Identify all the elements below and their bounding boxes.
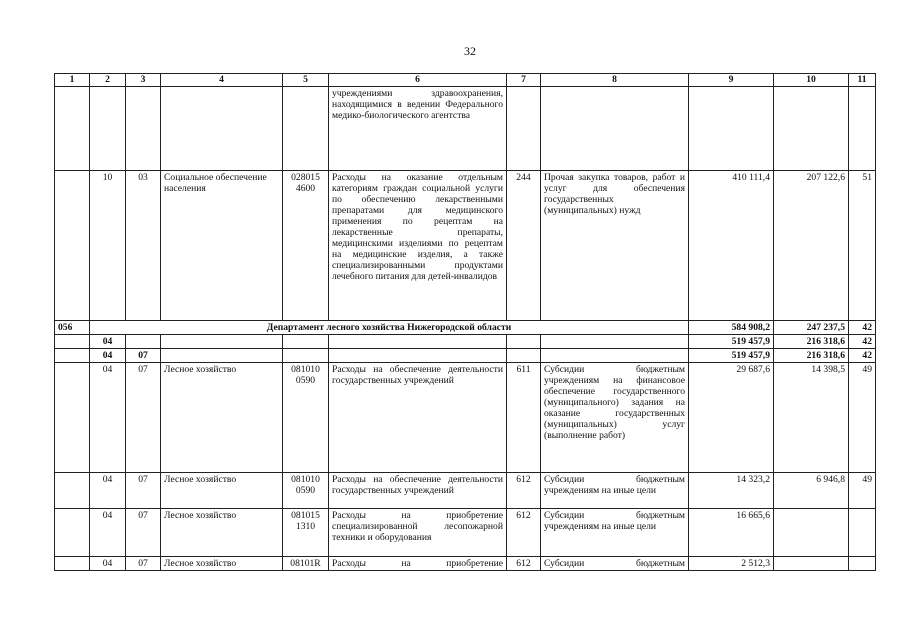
amount-plan: 410 111,4: [689, 171, 774, 321]
expense-type-code: 612: [507, 473, 541, 509]
table-cell: [55, 363, 90, 473]
table-cell: [55, 171, 90, 321]
subsection-name: Лесное хозяйство: [161, 557, 283, 571]
expense-description: Расходы на обеспечение деятельности государственных учреждений: [329, 363, 507, 473]
table-cell: [55, 509, 90, 557]
subsection-name: Лесное хозяйство: [161, 473, 283, 509]
column-header: 6: [329, 74, 507, 87]
target-code: 081010 0590: [283, 473, 329, 509]
table-cell: [507, 335, 541, 349]
column-header: 11: [849, 74, 876, 87]
table-cell: [55, 473, 90, 509]
department-name: Департамент лесного хозяйства Нижегородской области: [90, 321, 689, 335]
table-cell: [541, 335, 689, 349]
amount-plan: 519 457,9: [689, 349, 774, 363]
table-cell: [283, 87, 329, 171]
table-row: [55, 509, 876, 557]
amount-actual: 247 237,5: [774, 321, 849, 335]
expense-type-name: Субсидии бюджетным учреждениям на финансовое обеспечение государственного (муниципального) задания на оказание государственных (муниципальных) услуг (выполнение работ): [541, 363, 689, 473]
column-header: 2: [90, 74, 126, 87]
table-cell: [541, 87, 689, 171]
table-row: [55, 557, 876, 571]
table-cell: [55, 335, 90, 349]
percent-execution: [849, 509, 876, 557]
table-row: [55, 335, 876, 349]
expense-description: Расходы на приобретение специализированной лесопожарной техники и оборудования: [329, 509, 507, 557]
amount-actual: 216 318,6: [774, 335, 849, 349]
percent-execution: 42: [849, 321, 876, 335]
expense-type-name: Субсидии бюджетным учреждениям на иные цели: [541, 473, 689, 509]
column-header: 4: [161, 74, 283, 87]
percent-execution: 49: [849, 363, 876, 473]
amount-plan: 16 665,6: [689, 509, 774, 557]
department-code: 056: [55, 321, 90, 335]
table-row: [55, 473, 876, 509]
table-cell: [329, 349, 507, 363]
section-code: 04: [90, 335, 126, 349]
table-row: [55, 321, 876, 335]
table-cell: [849, 87, 876, 171]
section-code: 04: [90, 363, 126, 473]
section-code: 04: [90, 473, 126, 509]
expense-description: Расходы на оказание отдельным категориям граждан социальной услуги по обеспечению лекарственными препаратами для медицинского применения по рецептам на лекарственные препараты, медицинскими изделиями по рецептам на медицинские изделия, а также специализированными продуктами лечебного питания для детей-инвалидов: [329, 171, 507, 321]
amount-actual: 14 398,5: [774, 363, 849, 473]
table-cell: [507, 87, 541, 171]
percent-execution: 42: [849, 349, 876, 363]
table-cell: [55, 557, 90, 571]
expense-description: учреждениями здравоохранения, находящимися в ведении Федерального медико-биологического агентства: [329, 87, 507, 171]
table-cell: [90, 87, 126, 171]
table-row: [55, 363, 876, 473]
table-cell: [126, 335, 161, 349]
amount-plan: 584 908,2: [689, 321, 774, 335]
amount-actual: [774, 557, 849, 571]
target-code: 081010 0590: [283, 363, 329, 473]
subsection-code: 03: [126, 171, 161, 321]
table-row: [55, 349, 876, 363]
percent-execution: 49: [849, 473, 876, 509]
target-code: 081015 1310: [283, 509, 329, 557]
subsection-code: 07: [126, 363, 161, 473]
subsection-name: Лесное хозяйство: [161, 509, 283, 557]
table-cell: [689, 87, 774, 171]
amount-plan: 29 687,6: [689, 363, 774, 473]
budget-table: [54, 73, 876, 571]
expense-type-name: Субсидии бюджетным учреждениям на иные цели: [541, 509, 689, 557]
table-header-row: [55, 74, 876, 87]
table-cell: [161, 349, 283, 363]
expense-type-code: 611: [507, 363, 541, 473]
amount-actual: 216 318,6: [774, 349, 849, 363]
percent-execution: [849, 557, 876, 571]
table-cell: [541, 349, 689, 363]
column-header: 7: [507, 74, 541, 87]
section-code: 04: [90, 557, 126, 571]
amount-actual: 207 122,6: [774, 171, 849, 321]
expense-type-code: 612: [507, 557, 541, 571]
column-header: 9: [689, 74, 774, 87]
table-cell: [126, 87, 161, 171]
column-header: 5: [283, 74, 329, 87]
amount-plan: 2 512,3: [689, 557, 774, 571]
percent-execution: 51: [849, 171, 876, 321]
amount-plan: 14 323,2: [689, 473, 774, 509]
section-code: 04: [90, 349, 126, 363]
column-header: 8: [541, 74, 689, 87]
expense-type-name: Субсидии бюджетным: [541, 557, 689, 571]
table-row: [55, 171, 876, 321]
subsection-code: 07: [126, 509, 161, 557]
table-cell: [161, 335, 283, 349]
table-cell: [161, 87, 283, 171]
percent-execution: 42: [849, 335, 876, 349]
column-header: 3: [126, 74, 161, 87]
section-code: 10: [90, 171, 126, 321]
subsection-name: Лесное хозяйство: [161, 363, 283, 473]
subsection-code: 07: [126, 349, 161, 363]
target-code: 028015 4600: [283, 171, 329, 321]
target-code: 08101R: [283, 557, 329, 571]
subsection-code: 07: [126, 473, 161, 509]
table-cell: [55, 349, 90, 363]
expense-type-name: Прочая закупка товаров, работ и услуг для обеспечения государственных (муниципальных) нужд: [541, 171, 689, 321]
amount-plan: 519 457,9: [689, 335, 774, 349]
table-cell: [283, 335, 329, 349]
table-row: [55, 87, 876, 171]
column-header: 10: [774, 74, 849, 87]
column-header: 1: [55, 74, 90, 87]
expense-type-code: 244: [507, 171, 541, 321]
table-cell: [507, 349, 541, 363]
subsection-name: Социальное обеспечение населения: [161, 171, 283, 321]
page-number: 32: [464, 44, 476, 58]
amount-actual: [774, 509, 849, 557]
amount-actual: 6 946,8: [774, 473, 849, 509]
table-cell: [283, 349, 329, 363]
table-cell: [774, 87, 849, 171]
expense-description: Расходы на приобретение: [329, 557, 507, 571]
subsection-code: 07: [126, 557, 161, 571]
section-code: 04: [90, 509, 126, 557]
table-cell: [55, 87, 90, 171]
expense-type-code: 612: [507, 509, 541, 557]
table-cell: [329, 335, 507, 349]
expense-description: Расходы на обеспечение деятельности государственных учреждений: [329, 473, 507, 509]
